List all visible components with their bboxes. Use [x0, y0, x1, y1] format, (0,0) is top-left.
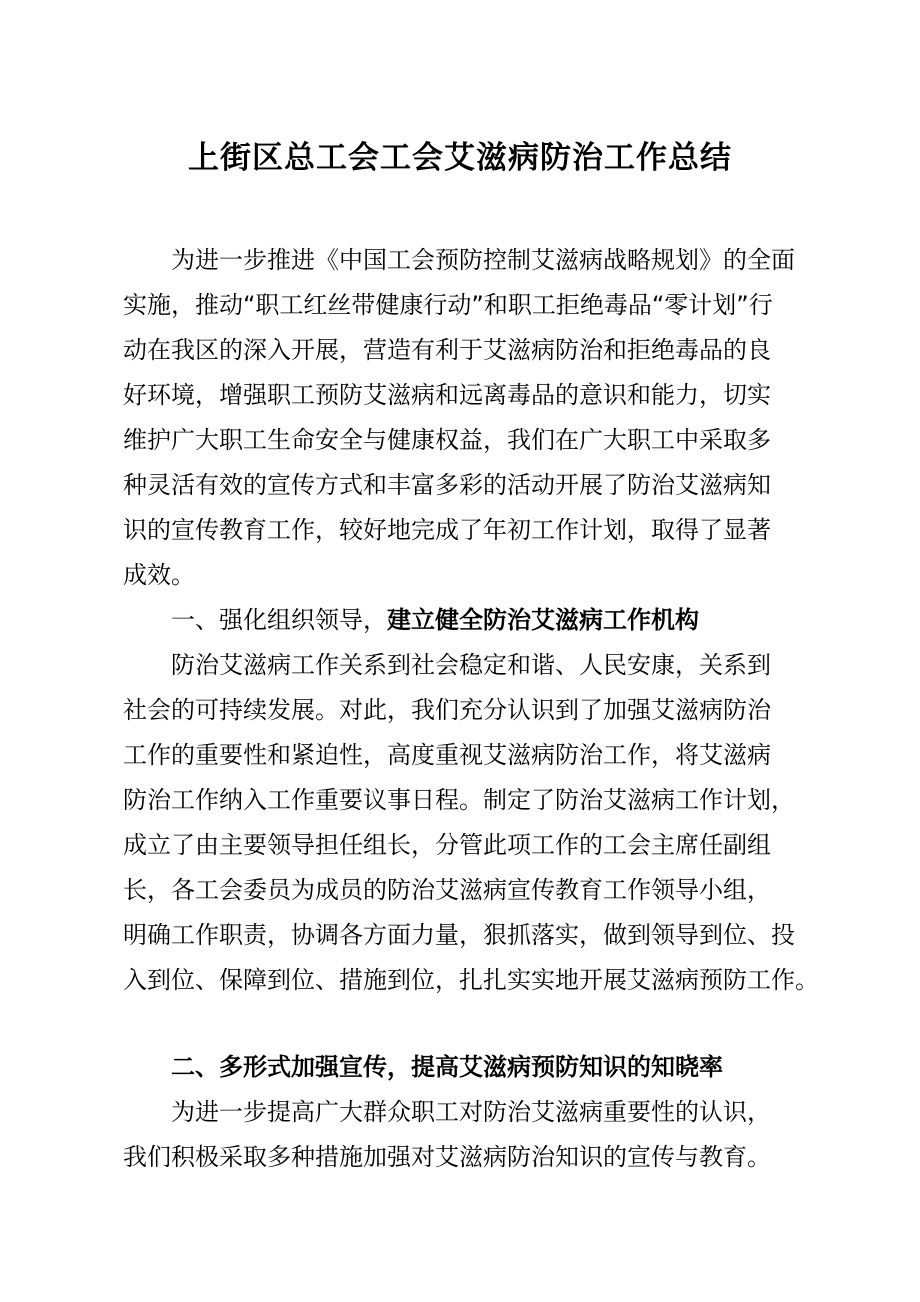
section1-heading [171, 605, 699, 635]
section1-line-5: 成立了由主要领导担任组长，分管此项工作的工会主席任副组 [123, 831, 771, 859]
section1-heading-part1: 一、强化组织领导， [171, 606, 387, 634]
intro-line-4: 好环境，增强职工预防艾滋病和远离毒品的意识和能力，切实 [123, 381, 771, 409]
section2-heading: 二、多形式加强宣传，提高艾滋病预防知识的知晓率 [171, 1053, 723, 1081]
intro-line-6: 种灵活有效的宣传方式和丰富多彩的活动开展了防治艾滋病知 [123, 471, 771, 499]
section1-line-2: 社会的可持续发展。对此，我们充分认识到了加强艾滋病防治 [123, 696, 771, 724]
document-title: 上街区总工会工会艾滋病防治工作总结 [188, 140, 732, 176]
intro-line-1: 为进一步推进《中国工会预防控制艾滋病战略规划》的全面 [171, 246, 795, 274]
section1-line-6: 长，各工会委员为成员的防治艾滋病宣传教育工作领导小组， [123, 876, 771, 904]
intro-line-3: 动在我区的深入开展，营造有利于艾滋病防治和拒绝毒品的良 [123, 336, 771, 364]
section1-line-3: 工作的重要性和紧迫性，高度重视艾滋病防治工作，将艾滋病 [123, 741, 771, 769]
section1-line-8: 入到位、保障到位、措施到位，扎扎实实地开展艾滋病预防工作。 [123, 966, 819, 994]
section2-line-2: 我们积极采取多种措施加强对艾滋病防治知识的宣传与教育。 [123, 1143, 771, 1171]
section1-heading-part2: 建立健全防治艾滋病工作机构 [387, 606, 699, 634]
section1-line-4: 防治工作纳入工作重要议事日程。制定了防治艾滋病工作计划， [123, 786, 795, 814]
section2-line-1: 为进一步提高广大群众职工对防治艾滋病重要性的认识， [171, 1098, 771, 1126]
intro-line-7: 识的宣传教育工作，较好地完成了年初工作计划，取得了显著 [123, 516, 771, 544]
section1-line-1: 防治艾滋病工作关系到社会稳定和谐、人民安康，关系到 [171, 651, 771, 679]
section1-line-7: 明确工作职责，协调各方面力量，狠抓落实，做到领导到位、投 [123, 921, 795, 949]
intro-line-8: 成效。 [123, 561, 195, 589]
intro-line-2: 实施，推动“职工红丝带健康行动”和职工拒绝毒品“零计划”行 [123, 291, 773, 319]
intro-line-5: 维护广大职工生命安全与健康权益，我们在广大职工中采取多 [123, 426, 771, 454]
